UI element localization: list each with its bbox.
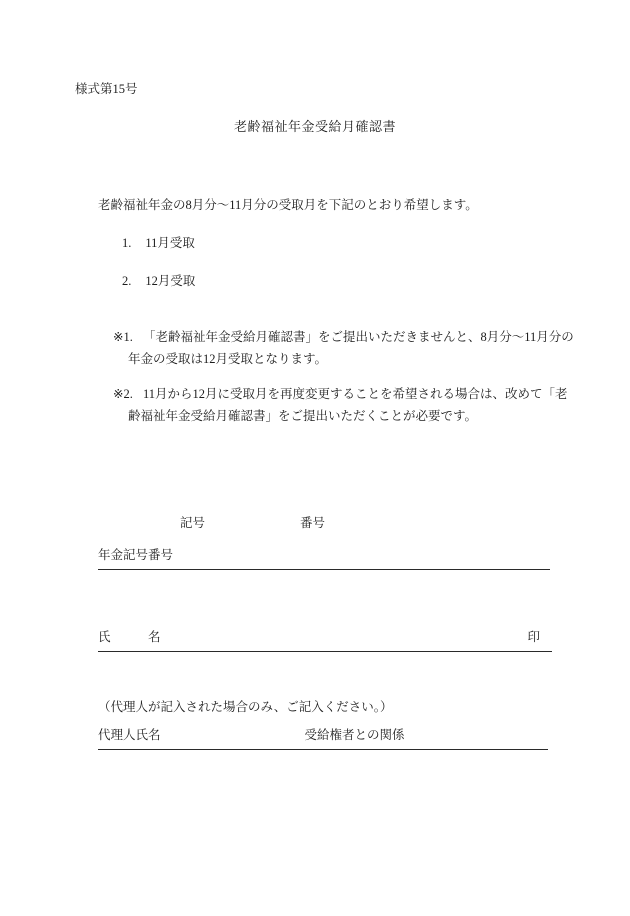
note-line: 年金の受取は12月受取となります。 — [128, 351, 328, 366]
option-item-december — [122, 272, 195, 291]
agent-relation-blank — [405, 726, 548, 745]
pension-kigo-label: 記号 — [180, 516, 206, 530]
name-label: 氏 名 — [98, 630, 161, 644]
page-title: 老齢福祉年金受給月確認書 — [233, 119, 396, 134]
agent-field — [98, 726, 548, 750]
note-line: 齢福祉年金受給月確認書」をご提出いただくことが必要です。 — [128, 408, 478, 423]
pension-number-label: 年金記号番号 — [98, 548, 174, 562]
note-marker: ※1. — [113, 330, 133, 344]
note-text — [128, 384, 575, 428]
option-label: 12月受取 — [145, 274, 196, 288]
option-number: 1. — [122, 236, 132, 250]
note-line: 「老齢福祉年金受給月確認書」をご提出いただきませんと、8月分～11月分の — [143, 330, 574, 344]
pension-number-field — [98, 546, 550, 570]
agent-name-label: 代理人氏名 — [98, 728, 161, 742]
name-field — [98, 628, 552, 652]
pension-bango-label: 番号 — [300, 516, 326, 530]
note-line: 11月から12月に受取月を再度変更することを希望される場合は、改めて「老 — [143, 387, 568, 401]
note-text — [128, 327, 575, 371]
intro-text: 老齢福祉年金の8月分～11月分の受取月を下記のとおり希望します。 — [98, 198, 478, 212]
note-marker: ※2. — [113, 387, 133, 401]
option-label: 11月受取 — [145, 236, 195, 250]
note-item-2 — [113, 384, 575, 428]
agent-note: （代理人が記入された場合のみ、ご記入ください。） — [98, 700, 393, 714]
agent-relation-label: 受給権者との関係 — [304, 728, 405, 742]
form-number: 様式第15号 — [75, 82, 138, 96]
note-item-1 — [113, 327, 575, 371]
seal-label: 印 — [527, 630, 540, 644]
option-number: 2. — [122, 274, 132, 288]
option-item-november — [122, 234, 195, 253]
